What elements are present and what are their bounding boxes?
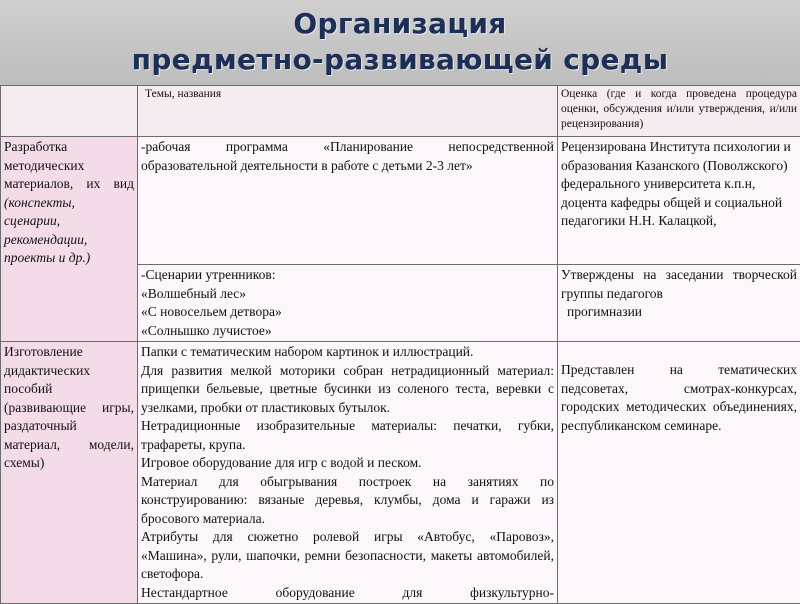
didactic-paragraph: Папки с тематическим набором картинок и иллюстраций. xyxy=(141,343,554,362)
didactic-paragraph: Материал для обыгрывания построек на занятиях по конструированию: вязаные деревья, клумбы, дома и гаражи из бросового материала. xyxy=(141,473,554,529)
didactic-paragraph: Для развития мелкой моторики собран нетрадиционный материал: прищепки бельевые, цветные бусинки из соленого теста, веревки с узелками, пробки от пластиковых бутылок. xyxy=(141,362,554,418)
evaluation-presented-text: Представлен на тематических педсоветах, смотрах-конкурсах, городских методических объединениях, республиканском семинаре. xyxy=(561,362,797,433)
didactic-paragraph: Нестандартное оборудование для физкультурно- xyxy=(141,584,554,603)
row-category-methodical-materials xyxy=(1,137,138,342)
table-header-row xyxy=(1,86,800,137)
scenario-line: -Сценарии утренников: xyxy=(141,266,554,285)
evaluation-approved xyxy=(558,265,800,342)
scenario-line: «Волшебный лес» xyxy=(141,285,554,304)
slide-title xyxy=(0,6,800,78)
category-text: Разработка методических материалов, их вид xyxy=(4,139,134,191)
title-line-1: Организация xyxy=(0,6,800,42)
scenario-line: «Солнышко лучистое» xyxy=(141,322,554,341)
slide-header xyxy=(0,0,800,86)
didactic-paragraph: Атрибуты для сюжетно ролевой игры «Автобус, «Паровоз», «Машина», рули, шапочки, ремни безопасности, макеты автомобилей, светофора. xyxy=(141,528,554,584)
table-row xyxy=(1,342,800,604)
methodical-work-table xyxy=(0,85,800,604)
category-text-italic: (конспекты, сценарии, рекомендации, проекты и др.) xyxy=(4,195,90,266)
evaluation-approved-tail: прогимназии xyxy=(561,303,797,322)
header-cell-category xyxy=(1,86,138,137)
title-line-2: предметно-развивающей среды xyxy=(0,42,800,78)
topic-work-program: -рабочая программа «Планирование непосредственной образовательной деятельности в работе с детьми 2-3 лет» xyxy=(138,137,558,265)
evaluation-approved-main: Утверждены на заседании творческой группы педагогов xyxy=(561,266,797,303)
row-category-didactic-aids: Изготовление дидактических пособий (развивающие игры, раздаточный материал, модели, схемы) xyxy=(1,342,138,604)
header-cell-evaluation: Оценка (где и когда проведена процедура оценки, обсуждения и/или утверждения, и/или рецензирования) xyxy=(558,86,800,137)
topic-didactic-materials xyxy=(138,342,558,604)
header-cell-topics: Темы, названия xyxy=(138,86,558,137)
table-row xyxy=(1,137,800,265)
topic-scenarios xyxy=(138,265,558,342)
evaluation-presented xyxy=(558,342,800,604)
didactic-paragraph: Игровое оборудование для игр с водой и песком. xyxy=(141,454,554,473)
scenario-line: «С новосельем детвора» xyxy=(141,303,554,322)
evaluation-review: Рецензирована Институтa психологии и образования Казанского (Поволжского) федерального университета к.п.н, доцента кафедры общей и социальной педагогики Н.Н. Калацкой, xyxy=(558,137,800,265)
didactic-paragraph: Нетрадиционные изобразительные материалы: печатки, губки, трафареты, крупа. xyxy=(141,417,554,454)
